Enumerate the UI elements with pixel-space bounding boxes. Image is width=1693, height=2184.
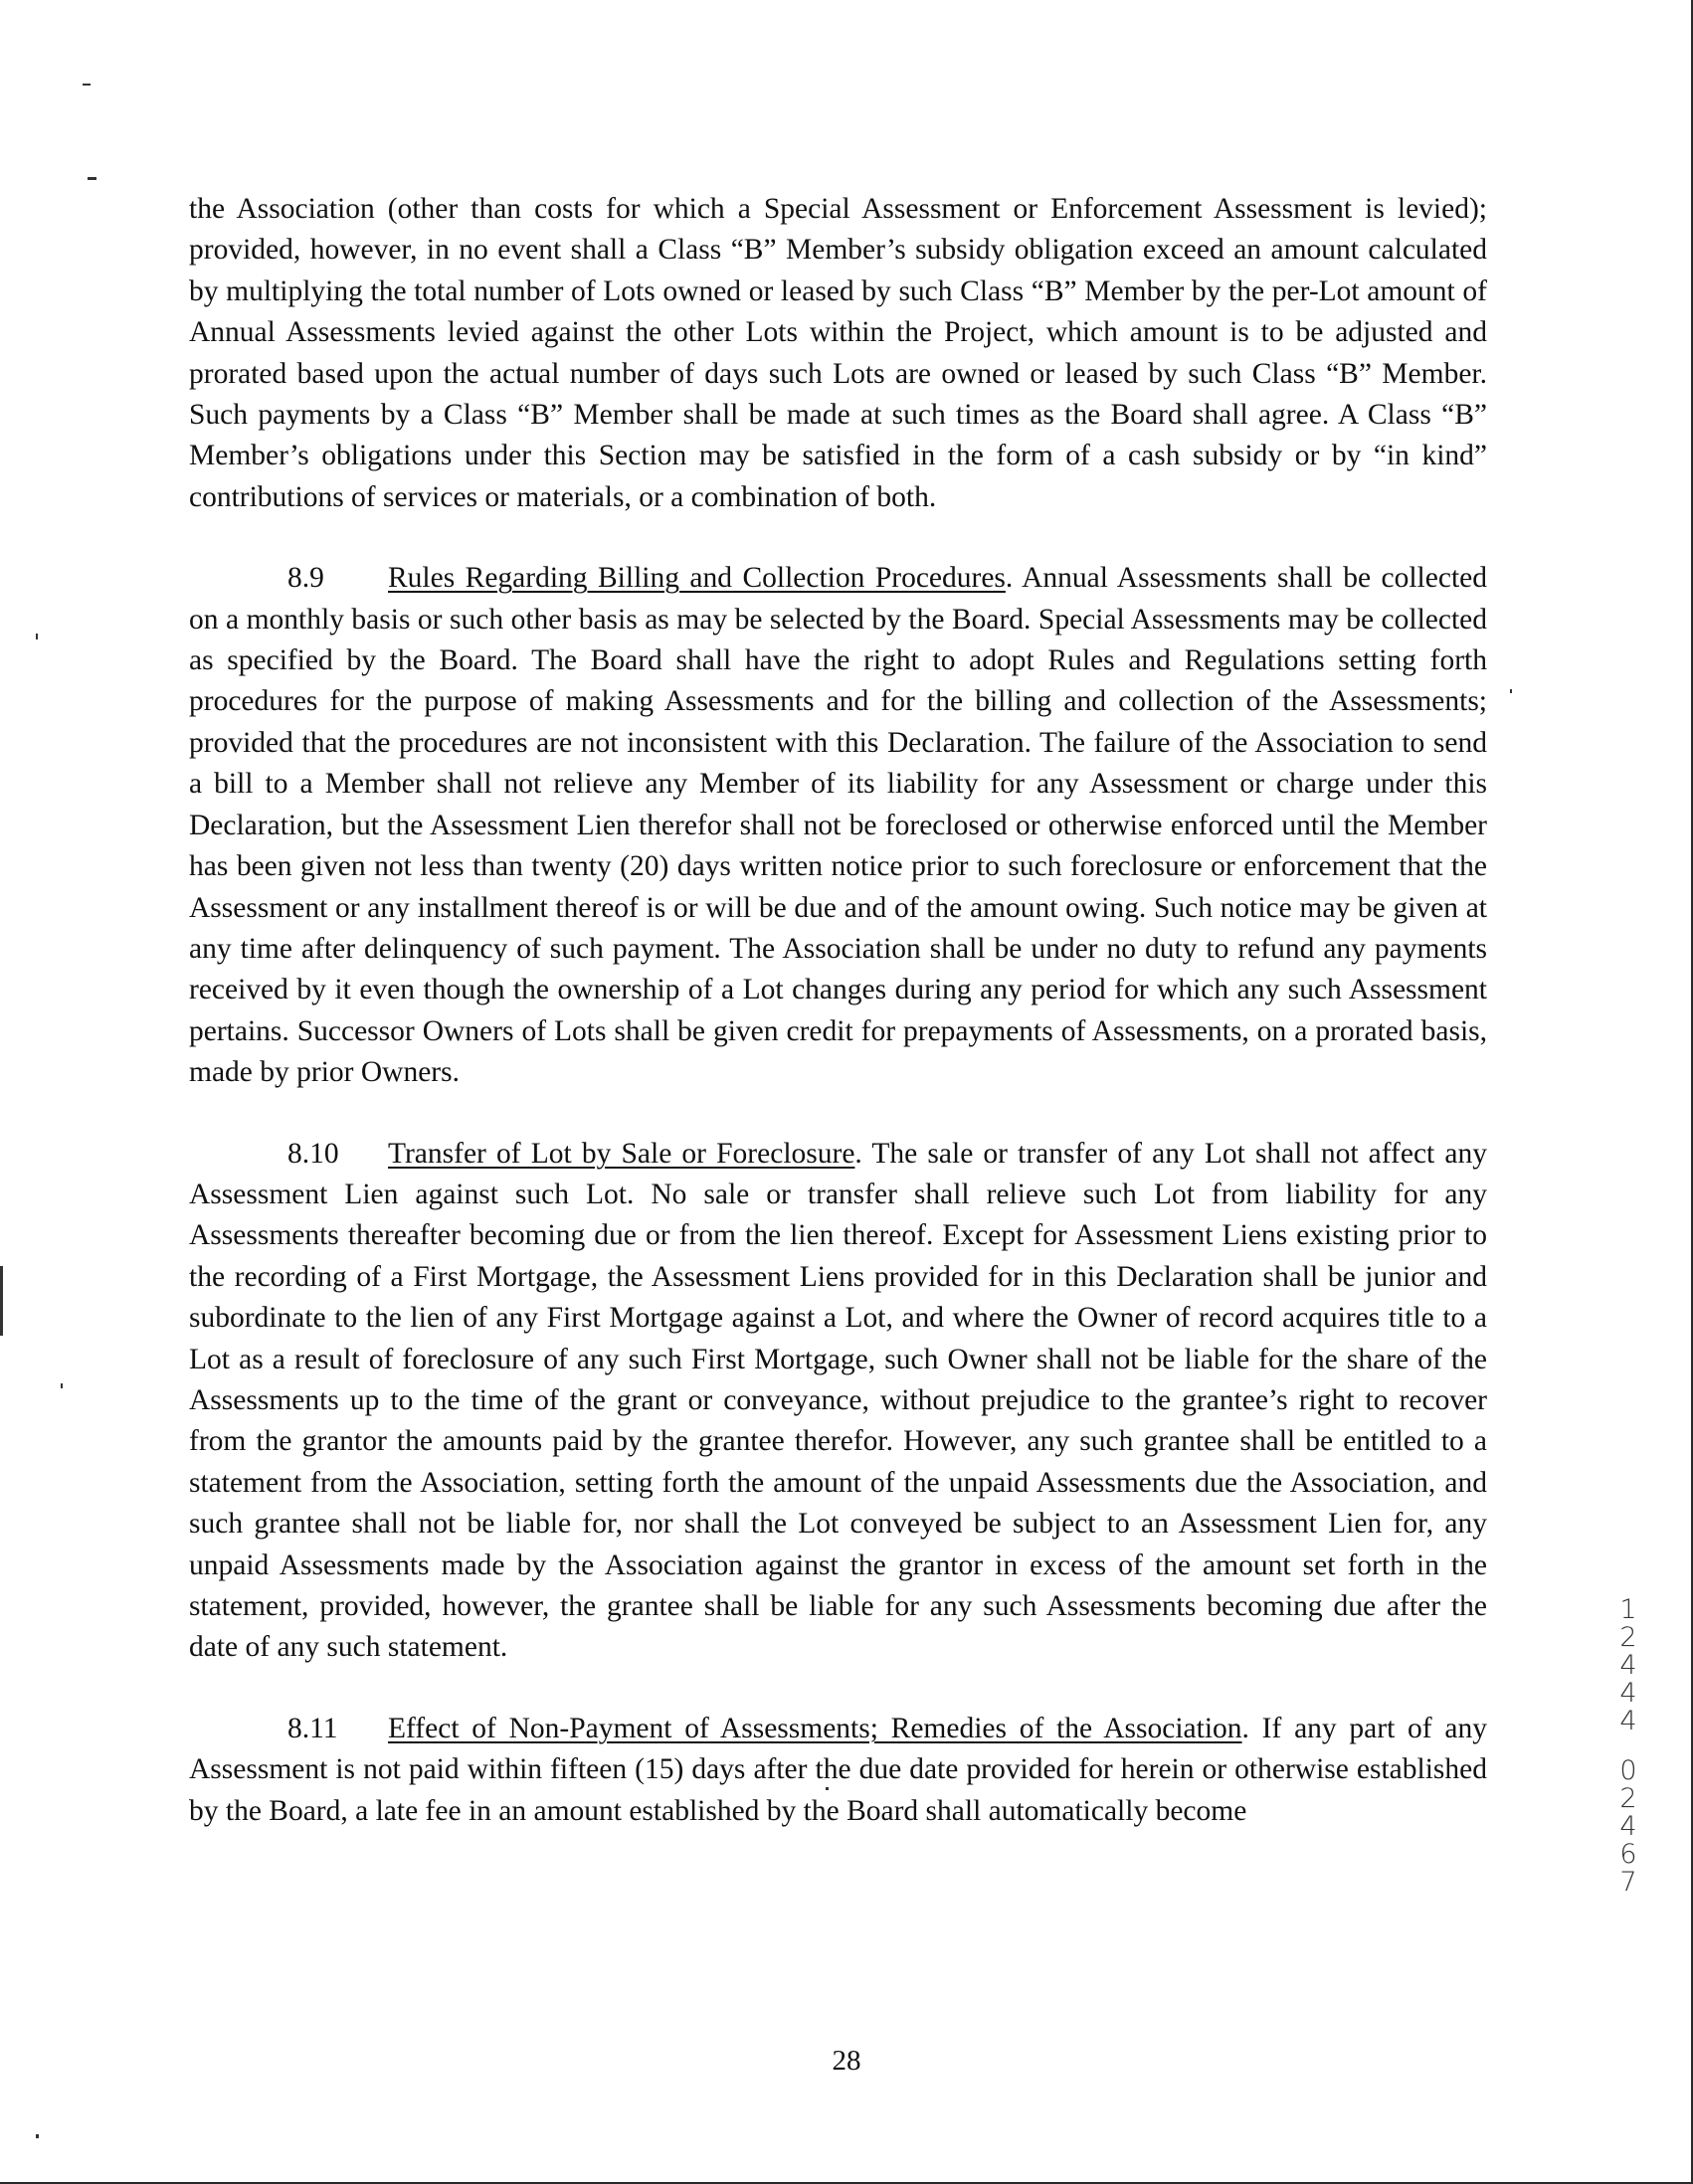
section-heading: Transfer of Lot by Sale or Foreclosure <box>388 1137 855 1170</box>
section-heading: Rules Regarding Billing and Collection Procedures <box>388 562 1006 595</box>
recording-stamp-book: 12444 <box>1619 1594 1637 1736</box>
document-body <box>189 189 1487 1872</box>
section-8-11 <box>189 1709 1487 1832</box>
scan-speck <box>61 1383 63 1388</box>
continuation-paragraph: the Association (other than costs for which a Special Assessment or Enforcement Assessment is levied); provided, however, in no event shall a Class “B” Member’s subsidy obligation exceed an amount calculated by multiplying the total number of Lots owned or leased by such Class “B” Member by the per-Lot amount of Annual Assessments levied against the other Lots within the Project, which amount is to be adjusted and prorated based upon the actual number of days such Lots are owned or leased by such Class “B” Member. Such payments by a Class “B” Member shall be made at such times as the Board shall agree. A Class “B” Member’s obligations under this Section may be satisfied in the form of a cash subsidy or by “in kind” contributions of services or materials, or a combination of both. <box>189 193 1487 513</box>
section-body: . If any part of any Assessment is not paid within fifteen (15) days after the due date provided for herein or otherwise established by the Board, a late fee in an amount established by the Board shall automatically become <box>189 1712 1487 1827</box>
section-number: 8.9 <box>287 562 324 595</box>
recording-stamp-page: 02467 <box>1619 1755 1637 1898</box>
scan-speck <box>88 177 96 180</box>
section-number: 8.10 <box>287 1137 339 1170</box>
section-8-10 <box>189 1134 1487 1669</box>
scan-speck <box>36 634 38 639</box>
section-heading: Effect of Non-Payment of Assessments; Remedies of the Association <box>388 1712 1242 1744</box>
scan-speck <box>83 84 91 86</box>
page-number: 28 <box>832 2045 861 2077</box>
scan-speck <box>1510 689 1512 693</box>
section-8-9 <box>189 558 1487 1093</box>
section-body: . Annual Assessments shall be collected on a monthly basis or such other basis as may be selected by the Board. Special Assessments may be collected as specified by the Board. The Board shall have the right to adopt Rules and Regulations setting forth procedures for the purpose of making Assessments and for the billing and collection of the Assessments; provided that the procedures are not inconsistent with this Declaration. The failure of the Association to send a bill to a Member shall not relieve any Member of its liability for any Assessment or charge under this Declaration, but the Assessment Lien therefor shall not be foreclosed or otherwise enforced until the Member has been given not less than twenty (20) days written notice prior to such foreclosure or enforcement that the Assessment or any installment thereof is or will be due and of the amount owing. Such notice may be given at any time after delinquency of such payment. The Association shall be under no duty to refund any payments received by it even though the ownership of a Lot changes during any period for which any such Assessment pertains. Successor Owners of Lots shall be given credit for prepayments of Assessments, on a prorated basis, made by prior Owners. <box>189 562 1487 1089</box>
scan-speck <box>0 1266 3 1336</box>
recording-stamp <box>1613 1596 1643 1897</box>
section-body: . The sale or transfer of any Lot shall not affect any Assessment Lien against such Lot. No sale or transfer shall relieve such Lot from liability for any Assessments thereafter becoming due or from the lien thereof. Except for Assessment Liens existing prior to the recording of a First Mortgage, the Assessment Liens provided for in this Declaration shall be junior and subordinate to the lien of any First Mortgage against a Lot, and where the Owner of record acquires title to a Lot as a result of foreclosure of any such First Mortgage, such Owner shall not be liable for the share of the Assessments up to the time of the grant or conveyance, without prejudice to the grantee’s right to recover from the grantor the amounts paid by the grantee therefor. However, any such grantee shall be entitled to a statement from the Association, setting forth the amount of the unpaid Assessments due the Association, and such grantee shall not be liable for, nor shall the Lot conveyed be subject to an Assessment Lien for, any unpaid Assessments made by the Association against the grantor in excess of the amount set forth in the statement, provided, however, the grantee shall be liable for any such Assessments becoming due after the date of any such statement. <box>189 1137 1487 1664</box>
scan-speck <box>36 2134 39 2138</box>
section-number: 8.11 <box>287 1712 338 1744</box>
